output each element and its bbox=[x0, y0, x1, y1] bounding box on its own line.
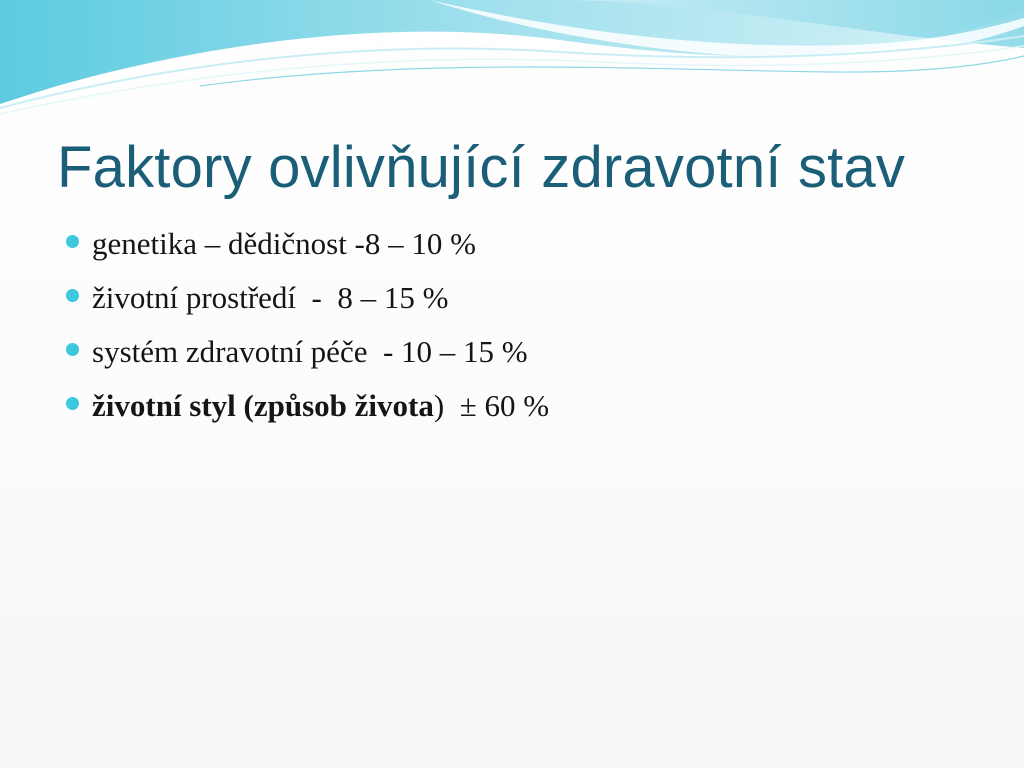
bullet-item-genetics bbox=[66, 217, 996, 271]
bullet-item-environment bbox=[66, 271, 996, 325]
bullet-text-bold: životní styl (způsob života bbox=[92, 388, 434, 423]
bullet-item-healthcare bbox=[66, 325, 996, 379]
bullet-text: genetika – dědičnost -8 – 10 % bbox=[92, 226, 476, 261]
bullet-dot-icon bbox=[66, 289, 79, 302]
bullet-text: systém zdravotní péče - 10 – 15 % bbox=[92, 334, 528, 369]
bullet-dot-icon bbox=[66, 343, 79, 356]
header-wave-decoration bbox=[0, 0, 1024, 130]
bullet-item-lifestyle bbox=[66, 379, 996, 433]
bullet-dot-icon bbox=[66, 235, 79, 248]
bullet-text: životní prostředí - 8 – 15 % bbox=[92, 280, 449, 315]
bullet-list bbox=[66, 217, 996, 433]
slide-title: Faktory ovlivňující zdravotní stav bbox=[57, 135, 906, 200]
bullet-text: ) ± 60 % bbox=[433, 388, 550, 423]
bullet-dot-icon bbox=[66, 397, 79, 410]
